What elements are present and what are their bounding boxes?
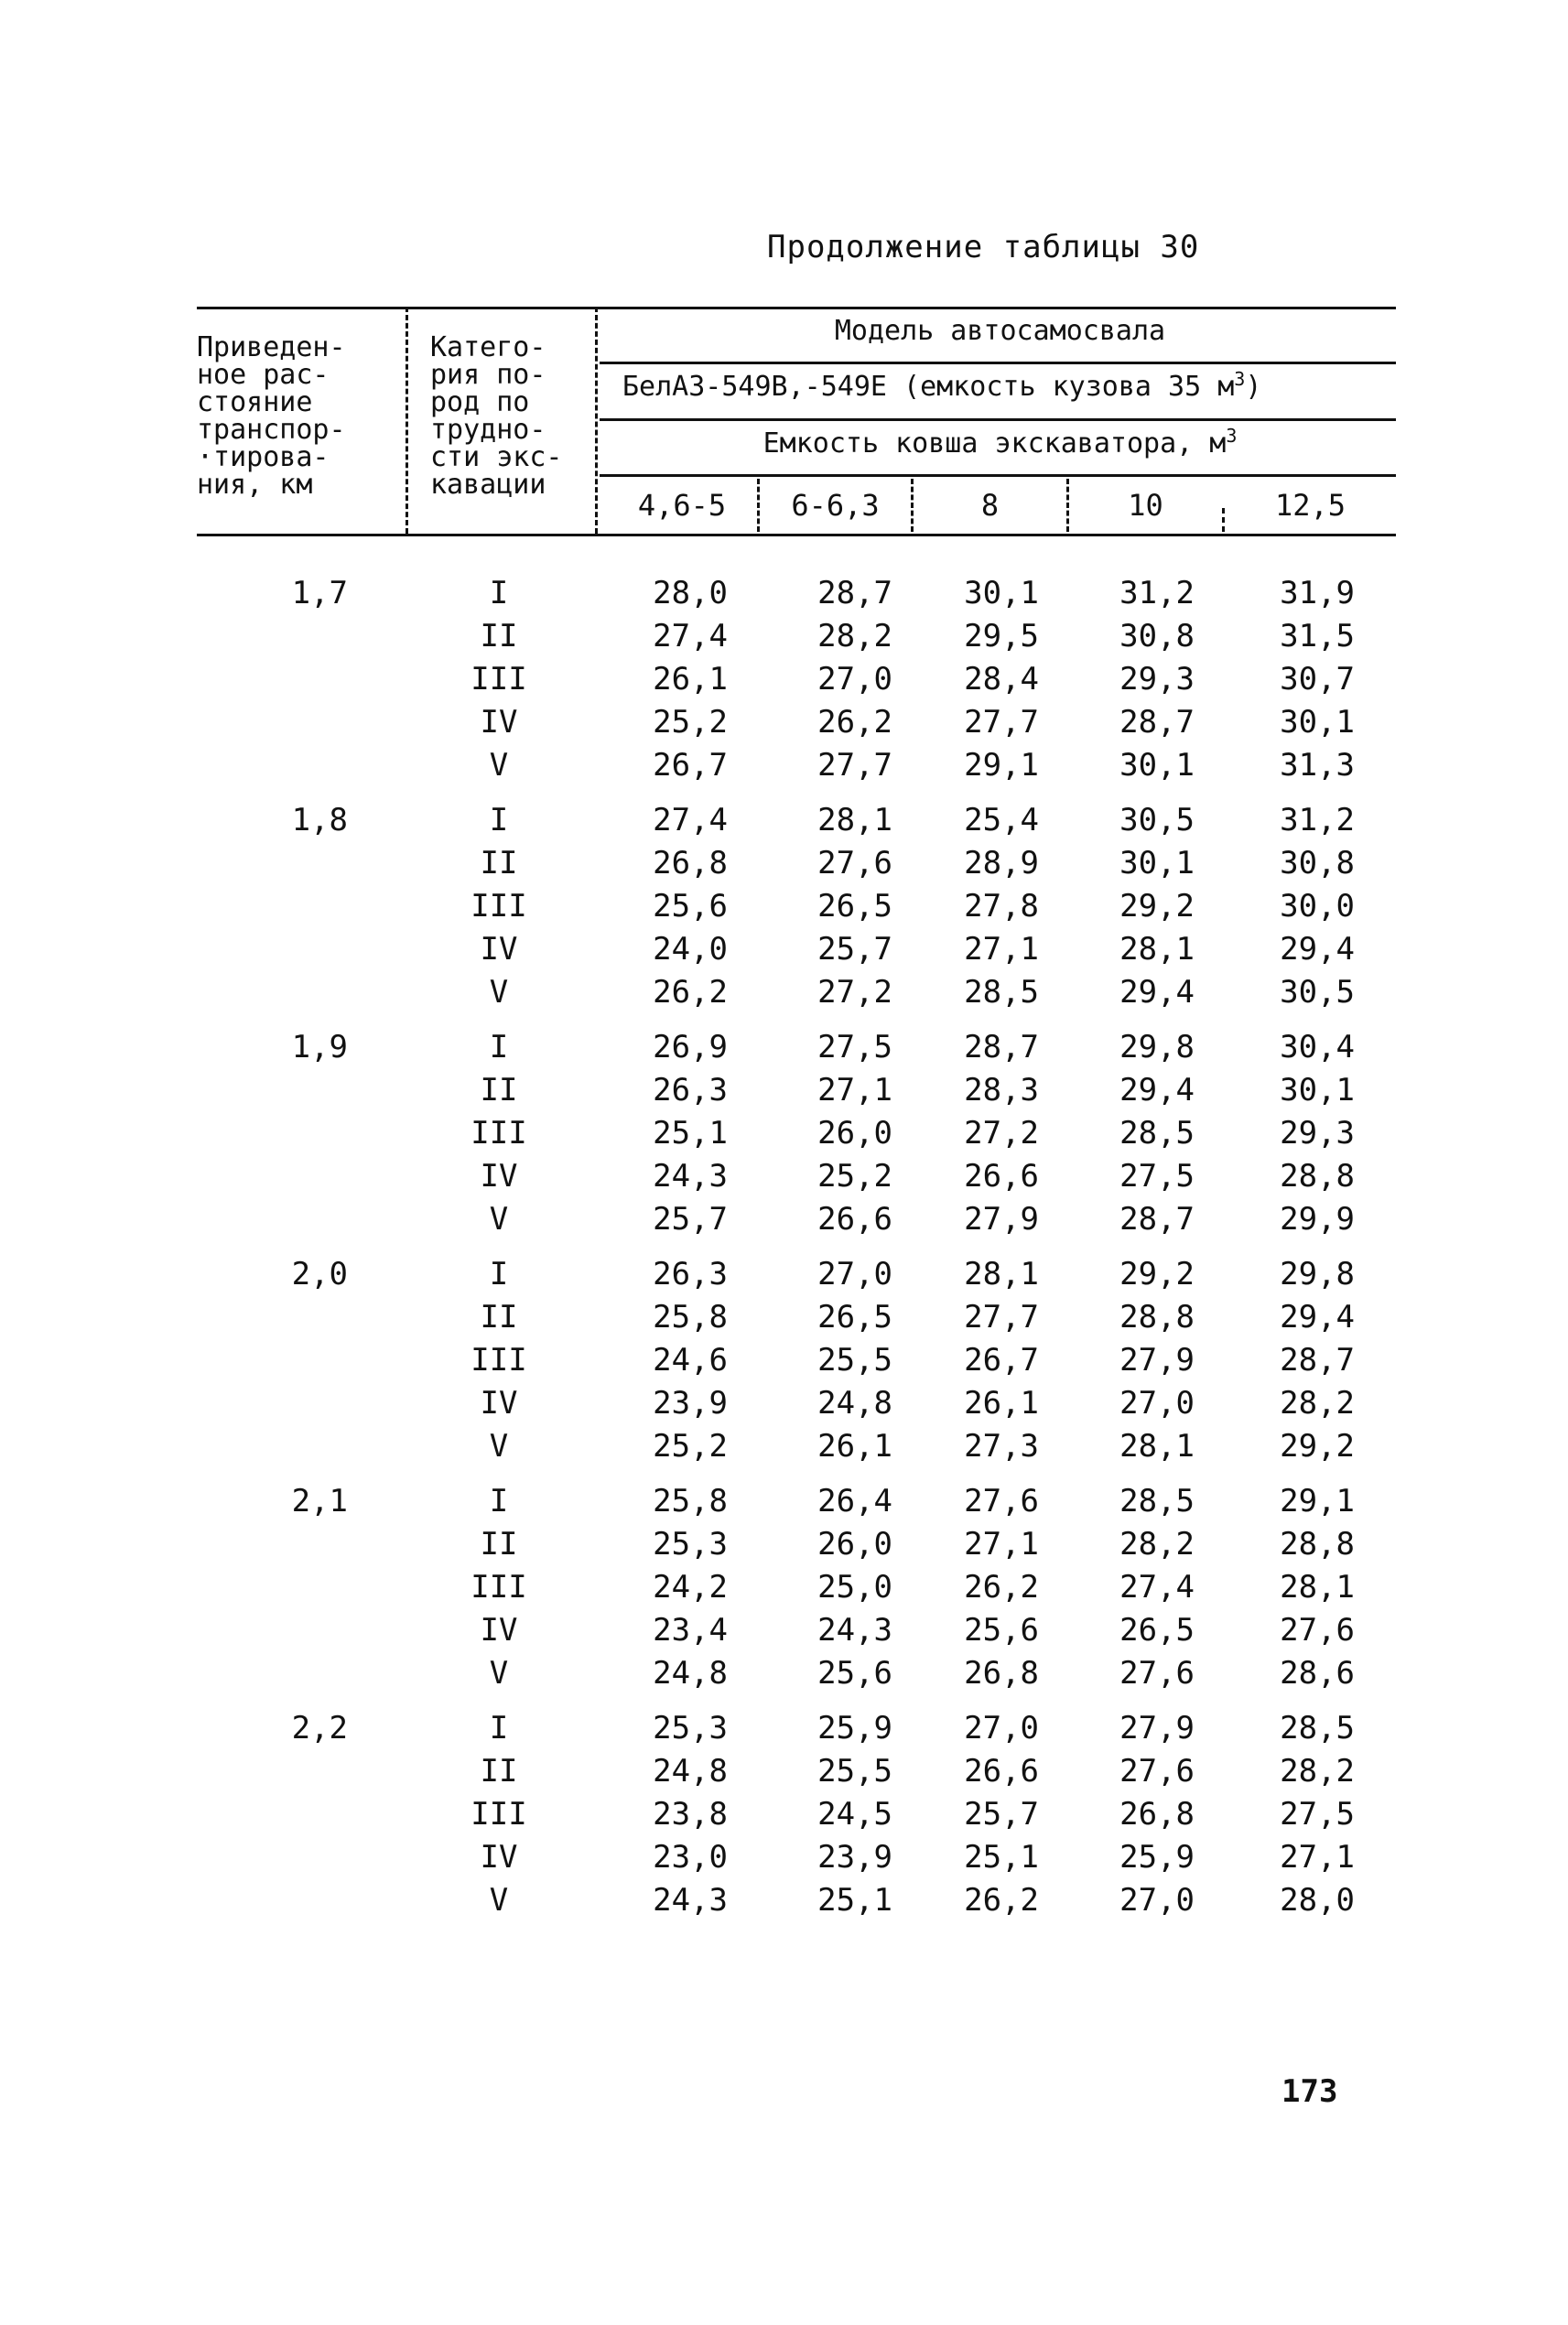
value-cell: 27,5: [1280, 1796, 1355, 1833]
bucket-col-3: 8: [980, 488, 1000, 523]
header-category-line: род по: [430, 386, 530, 418]
value-cell: 25,8: [653, 1483, 728, 1519]
value-cell: 30,1: [1280, 1072, 1355, 1108]
table-row: [197, 1652, 1396, 1695]
value-cell: 29,4: [1119, 1072, 1195, 1108]
header-rule-model: [600, 362, 1396, 364]
value-cell: 25,0: [817, 1569, 892, 1606]
value-cell: 28,2: [1280, 1385, 1355, 1422]
value-cell: 30,8: [1280, 845, 1355, 881]
category-cell: I: [489, 1710, 509, 1746]
value-cell: 25,9: [817, 1710, 892, 1746]
distance-group: [197, 1253, 1396, 1468]
bucket-unit-sup: 3: [1226, 425, 1238, 447]
value-cell: 24,8: [653, 1655, 728, 1692]
value-cell: 25,1: [964, 1839, 1039, 1876]
value-cell: 24,5: [817, 1796, 892, 1833]
category-cell: IV: [480, 704, 518, 741]
distance-cell: 2,1: [291, 1483, 348, 1519]
bucket-col-2: 6-6,3: [791, 488, 880, 523]
value-cell: 28,6: [1280, 1655, 1355, 1692]
header-rule-bucket: [600, 474, 1396, 477]
value-cell: 23,8: [653, 1796, 728, 1833]
category-cell: V: [489, 1882, 509, 1919]
value-cell: 27,5: [817, 1029, 892, 1065]
header-bottom-rule: [197, 534, 1396, 536]
table-row: [197, 842, 1396, 885]
value-cell: 28,0: [653, 575, 728, 611]
table-row: [197, 1296, 1396, 1339]
value-cell: 27,6: [1280, 1612, 1355, 1649]
table-row: [197, 1198, 1396, 1241]
header-distance-line: транспор-: [197, 414, 346, 446]
category-cell: IV: [480, 931, 518, 968]
bucket-col-1: 4,6-5: [637, 488, 727, 523]
header-category-line: кавации: [430, 469, 546, 501]
value-cell: 30,8: [1119, 618, 1195, 654]
value-cell: 25,6: [653, 888, 728, 925]
category-cell: I: [489, 1256, 509, 1292]
value-cell: 24,3: [817, 1612, 892, 1649]
value-cell: 30,5: [1280, 974, 1355, 1011]
value-cell: 29,9: [1280, 1201, 1355, 1238]
table-row: [197, 1382, 1396, 1425]
value-cell: 28,0: [1280, 1882, 1355, 1919]
value-cell: 26,6: [817, 1201, 892, 1238]
category-cell: I: [489, 1483, 509, 1519]
header-top-rule: [197, 307, 1396, 309]
value-cell: 28,4: [964, 661, 1039, 698]
header-category: [430, 331, 577, 501]
table-row: [197, 885, 1396, 928]
table-row: [197, 572, 1396, 615]
value-cell: 26,6: [964, 1753, 1039, 1790]
category-cell: V: [489, 1201, 509, 1238]
value-cell: 27,6: [1119, 1753, 1195, 1790]
value-cell: 26,3: [653, 1256, 728, 1292]
value-cell: 28,5: [1119, 1483, 1195, 1519]
value-cell: 27,3: [964, 1428, 1039, 1465]
value-cell: 29,4: [1119, 974, 1195, 1011]
table-row: [197, 1879, 1396, 1922]
distance-cell: 2,2: [291, 1710, 348, 1746]
table-body: [197, 572, 1396, 1934]
table-row: [197, 971, 1396, 1014]
value-cell: 26,4: [817, 1483, 892, 1519]
value-cell: 26,5: [817, 1299, 892, 1336]
value-cell: 27,5: [1119, 1158, 1195, 1195]
value-cell: 25,7: [653, 1201, 728, 1238]
category-cell: II: [480, 845, 518, 881]
header-model: Модель автосамосвала: [834, 315, 1166, 347]
value-cell: 28,1: [964, 1256, 1039, 1292]
value-cell: 28,7: [817, 575, 892, 611]
value-cell: 27,1: [817, 1072, 892, 1108]
value-cell: 27,2: [817, 974, 892, 1011]
distance-group: [197, 799, 1396, 1014]
value-cell: 26,5: [817, 888, 892, 925]
category-cell: II: [480, 618, 518, 654]
value-cell: 25,2: [817, 1158, 892, 1195]
distance-cell: 1,7: [291, 575, 348, 611]
value-cell: 29,4: [1280, 1299, 1355, 1336]
value-cell: 28,2: [1280, 1753, 1355, 1790]
value-cell: 25,7: [817, 931, 892, 968]
value-cell: 28,7: [1280, 1342, 1355, 1379]
value-cell: 30,1: [1280, 704, 1355, 741]
value-cell: 27,1: [964, 931, 1039, 968]
value-cell: 28,1: [1280, 1569, 1355, 1606]
distance-group: [197, 1026, 1396, 1241]
value-cell: 26,3: [653, 1072, 728, 1108]
value-cell: 27,6: [964, 1483, 1039, 1519]
table-row: [197, 1793, 1396, 1836]
table-row: [197, 1425, 1396, 1468]
table-row: [197, 1523, 1396, 1566]
distance-group: [197, 572, 1396, 787]
value-cell: 24,8: [817, 1385, 892, 1422]
bucket-col-4: 10: [1128, 488, 1163, 523]
header-distance-line: Приведен-: [197, 331, 346, 363]
value-cell: 27,0: [817, 1256, 892, 1292]
value-cell: 26,2: [964, 1882, 1039, 1919]
value-cell: 24,3: [653, 1158, 728, 1195]
header-category-line: трудно-: [430, 414, 546, 446]
table-row: [197, 658, 1396, 701]
value-cell: 25,2: [653, 704, 728, 741]
header-distance-line: ·тирова-: [197, 441, 330, 473]
value-cell: 27,8: [964, 888, 1039, 925]
header-divider-1: [406, 307, 408, 534]
value-cell: 23,0: [653, 1839, 728, 1876]
value-cell: 25,8: [653, 1299, 728, 1336]
value-cell: 26,0: [817, 1526, 892, 1563]
value-cell: 27,0: [964, 1710, 1039, 1746]
value-cell: 31,2: [1280, 802, 1355, 838]
distance-group: [197, 1707, 1396, 1922]
table-caption: Продолжение таблицы 30: [767, 229, 1200, 265]
value-cell: 26,2: [964, 1569, 1039, 1606]
value-cell: 30,5: [1119, 802, 1195, 838]
value-cell: 30,1: [964, 575, 1039, 611]
value-cell: 25,5: [817, 1753, 892, 1790]
value-cell: 29,3: [1280, 1115, 1355, 1152]
value-cell: 25,7: [964, 1796, 1039, 1833]
value-cell: 23,4: [653, 1612, 728, 1649]
value-cell: 31,5: [1280, 618, 1355, 654]
table-row: [197, 1609, 1396, 1652]
bucket-col-5: 12,5: [1274, 488, 1346, 523]
value-cell: 26,1: [653, 661, 728, 698]
value-cell: 29,2: [1280, 1428, 1355, 1465]
value-cell: 28,2: [817, 618, 892, 654]
value-cell: 23,9: [653, 1385, 728, 1422]
header-bucket-capacity: [604, 425, 1396, 460]
value-cell: 27,7: [817, 747, 892, 784]
value-cell: 26,1: [817, 1428, 892, 1465]
truck-label-close: ): [1245, 371, 1262, 403]
table-row: [197, 1836, 1396, 1879]
distance-cell: 1,8: [291, 802, 348, 838]
value-cell: 27,1: [964, 1526, 1039, 1563]
category-cell: III: [470, 1796, 527, 1833]
category-cell: V: [489, 747, 509, 784]
value-cell: 27,1: [1280, 1839, 1355, 1876]
category-cell: II: [480, 1526, 518, 1563]
table-row: [197, 1155, 1396, 1198]
value-cell: 24,8: [653, 1753, 728, 1790]
value-cell: 27,0: [817, 661, 892, 698]
table-row: [197, 1566, 1396, 1609]
value-cell: 26,0: [817, 1115, 892, 1152]
value-cell: 26,2: [817, 704, 892, 741]
value-cell: 28,2: [1119, 1526, 1195, 1563]
value-cell: 26,5: [1119, 1612, 1195, 1649]
header-divider-2: [595, 307, 598, 534]
value-cell: 27,4: [1119, 1569, 1195, 1606]
value-cell: 27,4: [653, 802, 728, 838]
value-cell: 27,6: [817, 845, 892, 881]
category-cell: III: [470, 888, 527, 925]
value-cell: 28,5: [1119, 1115, 1195, 1152]
value-cell: 30,0: [1280, 888, 1355, 925]
value-cell: 27,7: [964, 704, 1039, 741]
category-cell: III: [470, 1115, 527, 1152]
value-cell: 29,2: [1119, 1256, 1195, 1292]
value-cell: 25,5: [817, 1342, 892, 1379]
value-cell: 26,2: [653, 974, 728, 1011]
value-cell: 28,3: [964, 1072, 1039, 1108]
category-cell: I: [489, 575, 509, 611]
value-cell: 27,0: [1119, 1385, 1195, 1422]
value-cell: 26,8: [1119, 1796, 1195, 1833]
value-cell: 28,1: [817, 802, 892, 838]
value-cell: 26,7: [964, 1342, 1039, 1379]
table-row: [197, 1707, 1396, 1750]
value-cell: 30,1: [1119, 845, 1195, 881]
category-cell: III: [470, 1569, 527, 1606]
value-cell: 25,3: [653, 1526, 728, 1563]
header-category-line: рия по-: [430, 359, 546, 391]
value-cell: 31,3: [1280, 747, 1355, 784]
value-cell: 26,7: [653, 747, 728, 784]
category-cell: II: [480, 1299, 518, 1336]
category-cell: IV: [480, 1385, 518, 1422]
value-cell: 29,3: [1119, 661, 1195, 698]
category-cell: III: [470, 661, 527, 698]
truck-unit-sup: 3: [1234, 368, 1246, 390]
page-number: 173: [1281, 2073, 1338, 2110]
category-cell: V: [489, 1655, 509, 1692]
value-cell: 24,0: [653, 931, 728, 968]
value-cell: 27,6: [1119, 1655, 1195, 1692]
value-cell: 25,6: [817, 1655, 892, 1692]
table-row: [197, 1069, 1396, 1112]
value-cell: 24,6: [653, 1342, 728, 1379]
header-truck-model: [622, 368, 1262, 403]
value-cell: 25,1: [817, 1882, 892, 1919]
value-cell: 28,8: [1280, 1526, 1355, 1563]
value-cell: 24,2: [653, 1569, 728, 1606]
value-cell: 25,9: [1119, 1839, 1195, 1876]
table-row: [197, 1112, 1396, 1155]
value-cell: 29,1: [1280, 1483, 1355, 1519]
table-row: [197, 1480, 1396, 1523]
value-cell: 27,2: [964, 1115, 1039, 1152]
distance-cell: 1,9: [291, 1029, 348, 1065]
value-cell: 29,5: [964, 618, 1039, 654]
value-cell: 31,9: [1280, 575, 1355, 611]
value-cell: 31,2: [1119, 575, 1195, 611]
table-row: [197, 1026, 1396, 1069]
value-cell: 23,9: [817, 1839, 892, 1876]
value-cell: 26,8: [964, 1655, 1039, 1692]
header-category-line: Катего-: [430, 331, 546, 363]
value-cell: 28,1: [1119, 931, 1195, 968]
table-row: [197, 799, 1396, 842]
value-cell: 25,3: [653, 1710, 728, 1746]
table-row: [197, 1750, 1396, 1793]
value-cell: 28,7: [1119, 1201, 1195, 1238]
header-distance-line: ное рас-: [197, 359, 330, 391]
category-cell: I: [489, 802, 509, 838]
value-cell: 27,9: [964, 1201, 1039, 1238]
value-cell: 30,1: [1119, 747, 1195, 784]
value-cell: 28,8: [1280, 1158, 1355, 1195]
value-cell: 27,9: [1119, 1342, 1195, 1379]
table-row: [197, 928, 1396, 971]
value-cell: 28,7: [964, 1029, 1039, 1065]
category-cell: IV: [480, 1158, 518, 1195]
bucket-label: Емкость ковша экскаватора, м: [762, 427, 1227, 460]
value-cell: 28,9: [964, 845, 1039, 881]
value-cell: 29,8: [1119, 1029, 1195, 1065]
category-cell: II: [480, 1753, 518, 1790]
value-cell: 25,1: [653, 1115, 728, 1152]
value-cell: 27,0: [1119, 1882, 1195, 1919]
value-cell: 28,5: [964, 974, 1039, 1011]
distance-group: [197, 1480, 1396, 1695]
header-distance: [197, 331, 375, 501]
value-cell: 28,1: [1119, 1428, 1195, 1465]
value-cell: 27,4: [653, 618, 728, 654]
value-cell: 29,8: [1280, 1256, 1355, 1292]
value-cell: 26,1: [964, 1385, 1039, 1422]
value-cell: 26,8: [653, 845, 728, 881]
table-row: [197, 1253, 1396, 1296]
value-cell: 29,1: [964, 747, 1039, 784]
table-row: [197, 701, 1396, 744]
table-row: [197, 744, 1396, 787]
value-cell: 25,4: [964, 802, 1039, 838]
value-cell: 30,7: [1280, 661, 1355, 698]
value-cell: 27,7: [964, 1299, 1039, 1336]
value-cell: 28,5: [1280, 1710, 1355, 1746]
value-cell: 30,4: [1280, 1029, 1355, 1065]
category-cell: I: [489, 1029, 509, 1065]
truck-label: БелАЗ-549В,-549Е (емкость кузова 35 м: [622, 371, 1235, 403]
header-distance-line: ния, км: [197, 469, 313, 501]
header-category-line: сти экс-: [430, 441, 563, 473]
header-rule-truck: [600, 418, 1396, 421]
category-cell: II: [480, 1072, 518, 1108]
category-cell: V: [489, 1428, 509, 1465]
table-row: [197, 1339, 1396, 1382]
value-cell: 29,2: [1119, 888, 1195, 925]
category-cell: IV: [480, 1839, 518, 1876]
value-cell: 27,9: [1119, 1710, 1195, 1746]
category-cell: III: [470, 1342, 527, 1379]
value-cell: 25,6: [964, 1612, 1039, 1649]
value-cell: 24,3: [653, 1882, 728, 1919]
value-cell: 26,6: [964, 1158, 1039, 1195]
header-distance-line: стояние: [197, 386, 313, 418]
value-cell: 29,4: [1280, 931, 1355, 968]
value-cell: 28,8: [1119, 1299, 1195, 1336]
value-cell: 26,9: [653, 1029, 728, 1065]
category-cell: IV: [480, 1612, 518, 1649]
table-row: [197, 615, 1396, 658]
distance-cell: 2,0: [291, 1256, 348, 1292]
category-cell: V: [489, 974, 509, 1011]
value-cell: 28,7: [1119, 704, 1195, 741]
value-cell: 25,2: [653, 1428, 728, 1465]
